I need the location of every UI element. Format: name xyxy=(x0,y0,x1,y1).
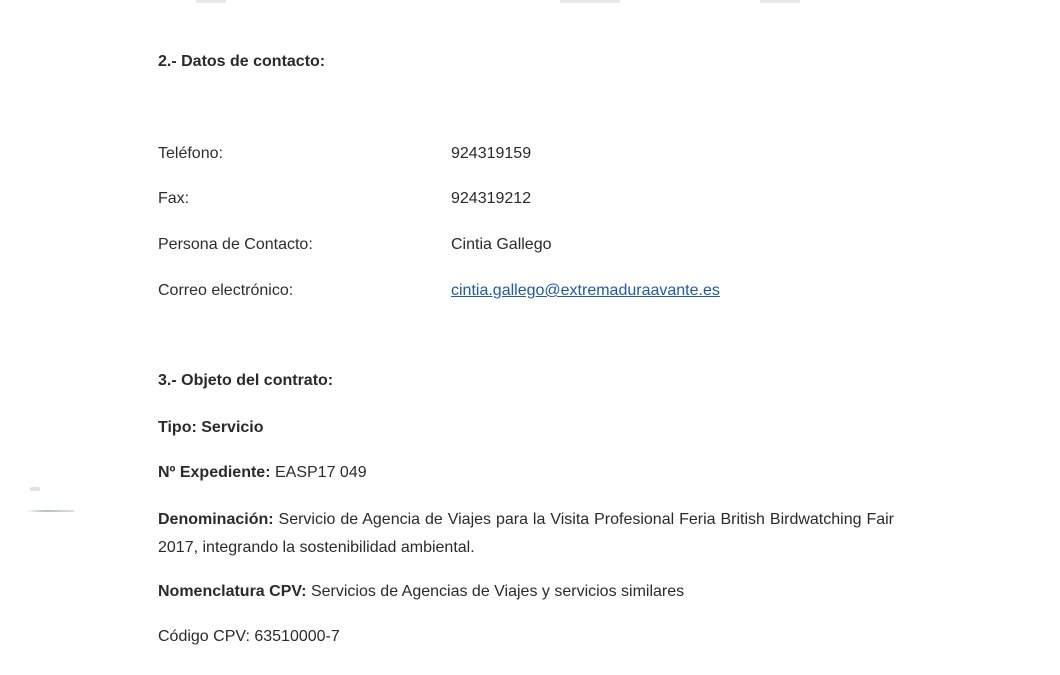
scan-artifact xyxy=(26,510,74,512)
contact-person-value: Cintia Gallego xyxy=(451,236,552,253)
fax-label: Fax: xyxy=(158,190,190,207)
cpv-nomenclature-value: Servicios de Agencias de Viajes y servicios similares xyxy=(310,583,685,600)
denomination-label: Denominación: xyxy=(158,511,274,528)
section-3-heading: 3.- Objeto del contrato: xyxy=(158,372,334,389)
scan-artifact xyxy=(30,487,40,491)
cpv-nomenclature-label: Nomenclatura CPV: xyxy=(158,583,307,600)
cpv-code: Código CPV: 63510000-7 xyxy=(158,628,340,645)
scan-artifact xyxy=(196,0,226,3)
phone-label: Teléfono: xyxy=(158,145,223,162)
denomination-paragraph xyxy=(158,506,894,562)
contract-type: Tipo: Servicio xyxy=(158,419,264,436)
fax-value: 924319212 xyxy=(451,190,532,207)
phone-value: 924319159 xyxy=(451,145,532,162)
file-number xyxy=(158,464,367,482)
section-2-heading: 2.- Datos de contacto: xyxy=(158,53,326,70)
cpv-nomenclature xyxy=(158,583,684,601)
scan-artifact xyxy=(560,0,620,3)
contact-person-label: Persona de Contacto: xyxy=(158,236,313,253)
email-label: Correo electrónico: xyxy=(158,282,294,299)
file-number-label: Nº Expediente: xyxy=(158,464,271,481)
scan-artifact xyxy=(760,0,800,3)
denomination-value: Servicio de Agencia de Viajes para la Visita Profesional Feria British Birdwatching Fair 2017, integrando la sostenibilidad ambiental. xyxy=(158,511,894,556)
file-number-value: EASP17 049 xyxy=(274,464,367,481)
email-link[interactable]: cintia.gallego@extremaduraavante.es xyxy=(451,282,720,299)
